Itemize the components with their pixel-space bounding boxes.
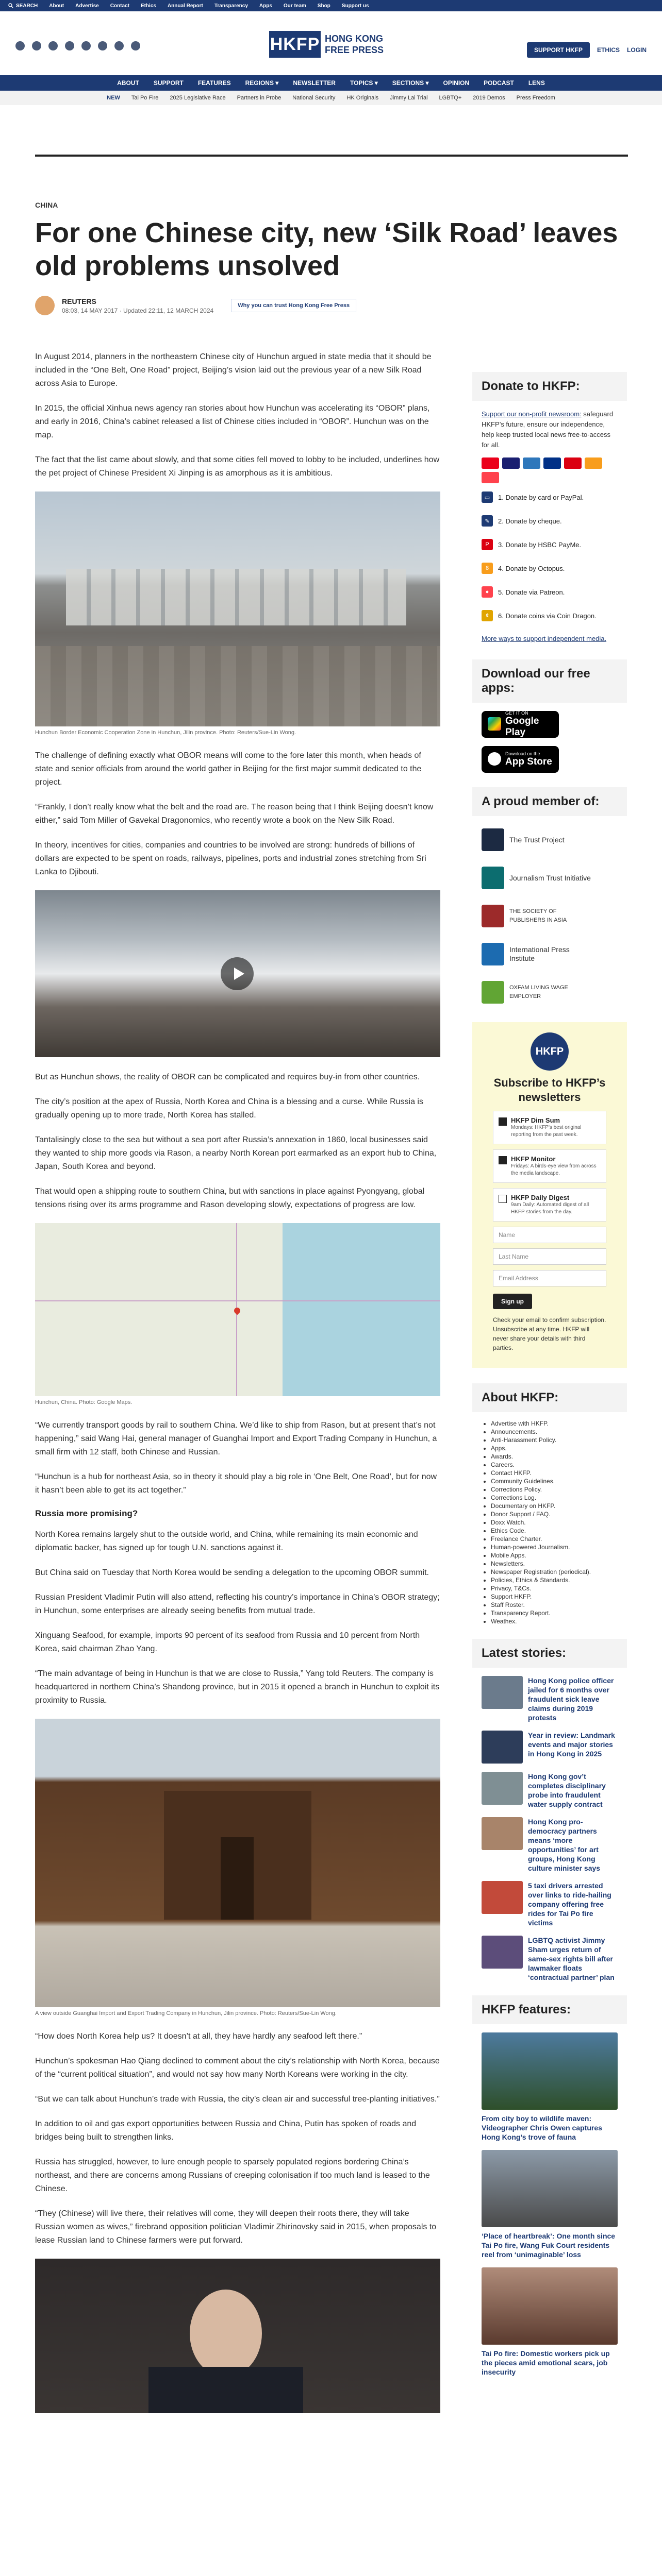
about-link[interactable]: • Newsletters. (491, 1560, 618, 1568)
app-store-button[interactable] (482, 746, 559, 773)
member-oxfam[interactable] (482, 978, 627, 1007)
trending-bar (0, 91, 662, 105)
search-label: SEARCH (16, 3, 38, 9)
email-field[interactable]: Email Address (493, 1270, 606, 1286)
latest-story[interactable] (482, 1936, 618, 1982)
option-desc: 9am Daily: Automated digest of all HKFP stories from the day. (511, 1202, 589, 1215)
member-name: THE SOCIETY OF PUBLISHERS IN ASIA (509, 908, 567, 923)
option-desc: Fridays: A birds-eye view from across the media landscape. (511, 1163, 597, 1176)
trending-link[interactable]: Partners in Probe (237, 95, 282, 101)
more-ways-link[interactable]: More ways to support independent media. (482, 635, 607, 642)
name-field[interactable]: Name (493, 1227, 606, 1243)
feature-thumbnail (482, 2032, 618, 2110)
paragraph: “But we can talk about Hunchun’s trade with Russia, the city’s clean air and successful tree-planting initiatives.” (35, 2095, 440, 2104)
newsletter-note: Check your email to confirm subscription. Unsubscribe at any time. HKFP will never share your details with third parties. (493, 1316, 606, 1351)
about-heading: About HKFP: (472, 1383, 627, 1412)
latest-heading: Latest stories: (472, 1639, 627, 1668)
paragraph: “They (Chinese) will live there, their relatives will come, they will deepen their roots there, they will take Russian women as wives,” firebrand opposition politician Vladimir Zhirinovsky said in 2015, when proposals to lease Russian land to Chinese farmers were put forward. (35, 2209, 437, 2245)
donate-option-label: 2. Donate by cheque. (498, 517, 562, 525)
nav-podcast[interactable]: PODCAST (484, 79, 514, 87)
paragraph: “How does North Korea help us? It doesn’t at all, they have hardly any seafood left there.” (35, 2032, 362, 2041)
about-link[interactable]: • Apps. (491, 1444, 618, 1452)
instagram-icon[interactable] (32, 41, 41, 50)
checkbox-unchecked-icon[interactable] (499, 1195, 507, 1203)
story-title[interactable]: 5 taxi drivers arrested over links to ride-hailing company offering free rides for Tai Po fire victims (528, 1882, 611, 1927)
sopa-logo (482, 905, 504, 927)
photo-putin (35, 2259, 440, 2413)
payment-methods (482, 457, 618, 483)
logo-mark: HKFP (269, 31, 321, 58)
photo-company (35, 1719, 440, 2007)
header-actions (527, 42, 647, 58)
paragraph: “We currently transport goods by rail to southern China. We’d like to ship from Rason, but at present that’s not happening,” said Wang Hai, general manager of Guanghai Import and Export Trading Company in Hunchun, a small firm with 12 staff, both Chinese and Russian. (35, 1421, 437, 1456)
patreon-icon: ● (482, 586, 493, 598)
feature-story[interactable] (482, 2150, 618, 2259)
about-link[interactable]: • Support HKFP. (491, 1592, 618, 1601)
octopus-icon (585, 457, 602, 469)
paragraph: The challenge of defining exactly what OBOR means will come to the fore later this month, when heads of state and senior officials from around the world gather in Beijing for the first major summit dedicated to the project. (35, 751, 422, 787)
trending-link[interactable]: Jimmy Lai Trial (390, 95, 428, 101)
nav-about[interactable]: ABOUT (117, 79, 139, 87)
jti-logo (482, 867, 504, 889)
about-links (472, 1412, 627, 1634)
article-header (35, 118, 628, 315)
story-title[interactable]: Year in review: Landmark events and major stories in Hong Kong in 2025 (528, 1731, 615, 1758)
paragraph: Tantalisingly close to the sea but without a sea port after Russia’s annexation in 1860, local businesses said they wanted to ship more goods via Rason, a nearby North Korean port earmarked as an export hub to China, Japan, South Korea and beyond. (35, 1136, 437, 1171)
article-body (35, 350, 440, 2427)
about-link[interactable]: • Anti-Harassment Policy. (491, 1436, 618, 1444)
feature-story[interactable] (482, 2032, 618, 2142)
feature-thumbnail (482, 2150, 618, 2227)
trending-link[interactable]: National Security (292, 95, 336, 101)
member-trust-project[interactable] (482, 825, 627, 854)
nav-features[interactable]: FEATURES (197, 79, 231, 87)
paragraph: Russia has struggled, however, to lure enough people to sparsely populated regions bordering China’s northeast, and there are concerns among Russians of creeping colonisation if too much land is leased to the Chinese. (35, 2158, 430, 2193)
app-store-label: App Store (505, 756, 552, 767)
member-name: The Trust Project (509, 835, 565, 844)
support-hkfp-button[interactable]: SUPPORT HKFP (527, 42, 590, 58)
topbar-link-annual-report[interactable]: Annual Report (167, 3, 203, 9)
paragraph: The city’s position at the apex of Russia, North Korea and China is a blessing and a curse. While Russia is gradually opening up to more trade, North Korea has stalled. (35, 1097, 423, 1120)
latest-story[interactable] (482, 1676, 618, 1722)
paragraph: In 2015, the official Xinhua news agency ran stories about how Hunchun was accelerating its “OBOR” plans, and early in 2016, China’s cabinet released a list of Chinese cities included in “OBOR”. Hunchun was on the map. (35, 404, 430, 439)
donate-option[interactable] (482, 586, 618, 598)
paragraph: But China said on Tuesday that North Korea would be sending a delegation to the upcoming OBOR summit. (35, 1568, 429, 1577)
donate-heading: Donate to HKFP: (472, 372, 627, 401)
nav-sections[interactable]: SECTIONS ▾ (392, 79, 429, 87)
ipi-logo (482, 943, 504, 965)
member-name: Journalism Trust Initiative (509, 873, 591, 882)
donate-option[interactable] (482, 610, 618, 621)
topbar-link-apps[interactable]: Apps (259, 3, 272, 9)
about-link[interactable]: • Privacy, T&Cs. (491, 1584, 618, 1592)
about-link[interactable]: • Human-powered Journalism. (491, 1543, 618, 1551)
sidebar (472, 372, 627, 2377)
site-header (0, 11, 662, 73)
nav-regions[interactable]: REGIONS ▾ (245, 79, 279, 87)
nav-topics[interactable]: TOPICS ▾ (350, 79, 378, 87)
about-link[interactable]: • Doxx Watch. (491, 1518, 618, 1527)
donate-option-label: 1. Donate by card or PayPal. (498, 493, 584, 501)
latest-story[interactable] (482, 1817, 618, 1873)
mastercard-icon (482, 457, 499, 469)
map-image (35, 1223, 440, 1396)
figure-caption: Hunchun, China. Photo: Google Maps. (35, 1399, 133, 1405)
newsletter-option-daily-digest[interactable] (493, 1188, 606, 1222)
trending-link[interactable]: 2025 Legislative Race (170, 95, 226, 101)
paragraph: Xinguang Seafood, for example, imports 90 percent of its seafood from Russia and 10 percent from North Korea, said chairman Zhao Yang. (35, 1631, 420, 1653)
donate-option-label: 5. Donate via Patreon. (498, 588, 565, 596)
google-play-label: Google Play (505, 716, 539, 738)
donate-option[interactable] (482, 539, 618, 550)
apple-icon (488, 752, 501, 766)
ethics-link[interactable]: ETHICS (597, 46, 620, 54)
topbar-link-transparency[interactable]: Transparency (214, 3, 248, 9)
donate-option-label: 6. Donate coins via Coin Dragon. (498, 612, 597, 620)
about-link[interactable]: • Corrections Log. (491, 1494, 618, 1502)
feature-thumbnail (482, 2267, 618, 2345)
x-icon[interactable] (48, 41, 58, 50)
trust-project-logo (482, 828, 504, 851)
paragraph: The fact that the list came about slowly, and that some cities fell moved to lobby to be included, underlines how the pet project of Chinese President Xi Jinping is as amorphous as it is ambitious. (35, 455, 440, 478)
about-link[interactable]: • Staff Roster. (491, 1601, 618, 1609)
paragraph: That would open a shipping route to southern China, but with sanctions in place against Pyongyang, global tensions rising over its arms programme and Rason developing slowly, expectations of progress are low. (35, 1187, 425, 1209)
nav-support[interactable]: SUPPORT (153, 79, 184, 87)
social-links (15, 41, 140, 50)
payme-icon (564, 457, 582, 469)
paragraph: In August 2014, planners in the northeastern Chinese city of Hunchun argued in state media that it should be included in the “One Belt, One Road” project, Beijing’s vision laid out the previous year of a new Silk Road across Asia to Europe. (35, 352, 432, 388)
feature-story[interactable] (482, 2267, 618, 2377)
paragraph: Hunchun’s spokesman Hao Qiang declined to comment about the city’s relationship with North Korea, because of the “current political situation”, and would not say how many North Koreans were working in the city. (35, 2057, 440, 2079)
paragraph: In theory, incentives for cities, companies and countries to be involved are strong: hundreds of billions of dollars are expected to be spent on roads, railways, pipelines, ports and industrial zones stretching from Sri Lanka to Djibouti. (35, 841, 426, 876)
article-title: For one Chinese city, new ‘Silk Road’ leaves old problems unsolved (35, 217, 618, 281)
donate-option[interactable] (482, 492, 618, 503)
about-link[interactable]: • Careers. (491, 1461, 618, 1469)
linkedin-icon[interactable] (81, 41, 91, 50)
sign-up-button[interactable]: Sign up (493, 1294, 532, 1309)
last-name-field[interactable]: Last Name (493, 1248, 606, 1265)
main-navigation (0, 75, 662, 91)
topbar-link-shop[interactable]: Shop (317, 3, 330, 9)
google-play-small: GET IT ON (505, 710, 528, 716)
new-badge: NEW (107, 95, 120, 101)
paragraph: Russian President Vladimir Putin will also attend, reflecting his country’s importance in China’s OBOR strategy; in Hunchun, some enterprises are already seeing benefits from mutual trade. (35, 1593, 440, 1615)
story-title[interactable]: Hong Kong gov’t completes disciplinary probe into fraudulent water supply contract (528, 1772, 606, 1808)
member-name: International Press Institute (509, 945, 570, 962)
topbar-link-our-team[interactable]: Our team (283, 3, 306, 9)
top-utility-bar (0, 0, 662, 11)
login-link[interactable]: LOGIN (627, 46, 647, 54)
google-play-button[interactable] (482, 711, 559, 738)
newsletter-logo: HKFP (531, 1032, 569, 1071)
paragraph: “Hunchun is a hub for northeast Asia, so in theory it should play a big role in ‘One Belt, One Road’, but for now it hasn’t been able to get its act together.” (35, 1472, 437, 1495)
checkbox-checked-icon[interactable] (499, 1117, 507, 1126)
author-name[interactable]: REUTERS (62, 297, 96, 306)
byline (35, 296, 628, 315)
about-link[interactable]: • Documentary on HKFP. (491, 1502, 618, 1510)
paragraph: In addition to oil and gas export opportunities between Russia and China, Putin has spoken of roads and bridges being built to strengthen links. (35, 2120, 417, 2142)
trending-link[interactable]: Press Freedom (516, 95, 555, 101)
visa-icon (502, 457, 520, 469)
about-link[interactable]: • Mobile Apps. (491, 1551, 618, 1560)
about-link[interactable]: • Advertise with HKFP. (491, 1419, 618, 1428)
video-figure (35, 890, 440, 1057)
patreon-icon (482, 472, 499, 483)
paypal-icon (543, 457, 561, 469)
donate-option[interactable] (482, 515, 618, 527)
google-play-icon (488, 717, 501, 731)
trust-link[interactable]: Why you can trust Hong Kong Free Press (231, 299, 356, 312)
member-jti[interactable] (482, 863, 627, 892)
search-icon (8, 3, 13, 8)
mail-icon[interactable] (98, 41, 107, 50)
about-link[interactable]: • Weathex. (491, 1617, 618, 1625)
story-thumbnail (482, 1731, 523, 1764)
map-pin-icon (233, 1307, 242, 1315)
newsletter-option-monitor[interactable] (493, 1149, 606, 1183)
whatsapp-icon[interactable] (131, 41, 140, 50)
story-thumbnail (482, 1881, 523, 1914)
about-link[interactable]: • Policies, Ethics & Standards. (491, 1576, 618, 1584)
octopus-icon: 8 (482, 563, 493, 574)
play-button[interactable] (221, 957, 254, 990)
latest-story[interactable] (482, 1772, 618, 1809)
about-link[interactable]: • Newspaper Registration (periodical). (491, 1568, 618, 1576)
trending-link[interactable]: HK Originals (346, 95, 379, 101)
paragraph: North Korea remains largely shut to the outside world, and China, while remaining its main economic and diplomatic backer, has signed up for tough U.N. sanctions against it. (35, 1530, 418, 1552)
topbar-link-contact[interactable]: Contact (110, 3, 129, 9)
donate-text: safeguard HKFP’s future, ensure our independence, help keep trusted local news free-to-access for all. (482, 410, 614, 449)
member-sopa[interactable] (482, 902, 627, 930)
newsletter-signup (472, 1022, 627, 1368)
youtube-icon[interactable] (65, 41, 74, 50)
apps-heading: Download our free apps: (472, 659, 627, 703)
member-ipi[interactable] (482, 940, 627, 969)
figure-caption: Hunchun Border Economic Cooperation Zone in Hunchun, Jilin province. Photo: Reuters/Sue-Lin Wong. (35, 730, 296, 736)
paragraph: “Frankly, I don’t really know what the belt and the road are. The reason being that I think Beijing doesn’t know either,” said Tom Miller of Gavekal Dragonomics, who recently wrote a book on the New Silk Road. (35, 803, 434, 825)
story-title[interactable]: Hong Kong police officer jailed for 6 months over fraudulent sick leave claims during 2019 protests (528, 1676, 614, 1722)
latest-story[interactable] (482, 1731, 618, 1764)
about-link[interactable]: • Announcements. (491, 1428, 618, 1436)
oxfam-logo (482, 981, 504, 1004)
logo-text: HONG KONG FREE PRESS (325, 33, 384, 55)
nav-opinion[interactable]: OPINION (443, 79, 470, 87)
about-link[interactable]: • Community Guidelines. (491, 1477, 618, 1485)
photo-border-zone (35, 492, 440, 726)
topbar-link-support-us[interactable]: Support us (341, 3, 369, 9)
video-player[interactable] (35, 890, 440, 1057)
facebook-icon[interactable] (15, 41, 25, 50)
paragraph: “The main advantage of being in Hunchun is that we are close to Russia,” Yang told Reuters. The company is headquartered in northern China’s Shandong province, but in 2015 it opened a branch in Hunchun to exploit its proximity to Russia. (35, 1669, 440, 1705)
story-title[interactable]: Hong Kong pro-democracy partners means ‘more opportunities’ for art groups, Hong Kong culture minister says (528, 1818, 601, 1872)
features-heading: HKFP features: (472, 1995, 627, 2024)
article-category[interactable]: CHINA (35, 201, 58, 209)
donate-box (472, 401, 627, 659)
donate-option[interactable] (482, 563, 618, 574)
topbar-link-advertise[interactable]: Advertise (75, 3, 99, 9)
about-link[interactable]: • Transparency Report. (491, 1609, 618, 1617)
rss-icon[interactable] (114, 41, 124, 50)
about-link[interactable]: • Corrections Policy. (491, 1485, 618, 1494)
nav-newsletter[interactable]: NEWSLETTER (293, 79, 336, 87)
feature-title[interactable]: Tai Po fire: Domestic workers pick up the pieces amid emotional scars, job insecurity (482, 2349, 610, 2376)
site-logo[interactable] (269, 31, 387, 58)
search-button[interactable] (8, 3, 38, 9)
section-heading: Russia more promising? (35, 1509, 138, 1518)
paragraph: But as Hunchun shows, the reality of OBOR can be complicated and requires buy-in from other countries. (35, 1073, 420, 1081)
payme-icon: P (482, 539, 493, 550)
donate-link[interactable]: Support our non-profit newsroom: (482, 410, 582, 418)
figure-putin (35, 2259, 440, 2413)
donate-option-label: 4. Donate by Octopus. (498, 564, 565, 572)
amex-icon (523, 457, 540, 469)
divider (35, 155, 628, 157)
story-thumbnail (482, 1817, 523, 1850)
avatar (35, 296, 55, 315)
feature-title[interactable]: From city boy to wildlife maven: Videographer Chris Owen captures Hong Kong’s trove of fauna (482, 2114, 602, 2141)
trending-link[interactable]: LGBTQ+ (439, 95, 462, 101)
donate-option-label: 3. Donate by HSBC PayMe. (498, 540, 582, 549)
story-title[interactable]: LGBTQ activist Jimmy Sham urges return of same-sex rights bill after lawmaker floats ‘contractual partner’ plan (528, 1936, 615, 1981)
topbar-link-about[interactable]: About (49, 3, 64, 9)
card-icon: ▭ (482, 492, 493, 503)
member-heading: A proud member of: (472, 787, 627, 816)
figure-border-zone (35, 492, 440, 736)
cheque-icon: ✎ (482, 515, 493, 527)
about-link[interactable]: • Ethics Code. (491, 1527, 618, 1535)
option-desc: Mondays: HKFP’s best original reporting from the past week. (511, 1125, 582, 1138)
option-title: HKFP Daily Digest (511, 1194, 570, 1201)
option-title: HKFP Dim Sum (511, 1116, 560, 1124)
about-link[interactable]: • Freelance Charter. (491, 1535, 618, 1543)
newsletter-title: Subscribe to HKFP’s newsletters (493, 1076, 606, 1104)
newsletter-option-dim-sum[interactable] (493, 1111, 606, 1144)
story-thumbnail (482, 1676, 523, 1709)
trending-link[interactable]: 2019 Demos (473, 95, 505, 101)
feature-title[interactable]: ‘Place of heartbreak’: One month since Tai Po fire, Wang Fuk Court residents reel from ‘unimaginable’ loss (482, 2232, 616, 2259)
story-thumbnail (482, 1936, 523, 1969)
donate-intro (482, 409, 618, 450)
about-link[interactable]: • Donor Support / FAQ. (491, 1510, 618, 1518)
story-thumbnail (482, 1772, 523, 1805)
coin-icon: ¢ (482, 610, 493, 621)
trending-link[interactable]: Tai Po Fire (131, 95, 159, 101)
figure-caption: A view outside Guanghai Import and Export Trading Company in Hunchun, Jilin province. Photo: Reuters/Sue-Lin Wong. (35, 2010, 337, 2016)
figure-map (35, 1223, 440, 1405)
app-store-small: Download on the (505, 751, 540, 756)
latest-story[interactable] (482, 1881, 618, 1927)
nav-lens[interactable]: LENS (528, 79, 545, 87)
member-name: OXFAM LIVING WAGE EMPLOYER (509, 985, 568, 999)
publish-date: 08:03, 14 MAY 2017 · Updated 22:11, 12 MARCH 2024 (62, 307, 214, 314)
checkbox-checked-icon[interactable] (499, 1156, 507, 1164)
figure-company (35, 1719, 440, 2016)
option-title: HKFP Monitor (511, 1155, 556, 1163)
about-link[interactable]: • Awards. (491, 1452, 618, 1461)
topbar-link-ethics[interactable]: Ethics (140, 3, 156, 9)
about-link[interactable]: • Contact HKFP. (491, 1469, 618, 1477)
play-icon (221, 957, 254, 990)
